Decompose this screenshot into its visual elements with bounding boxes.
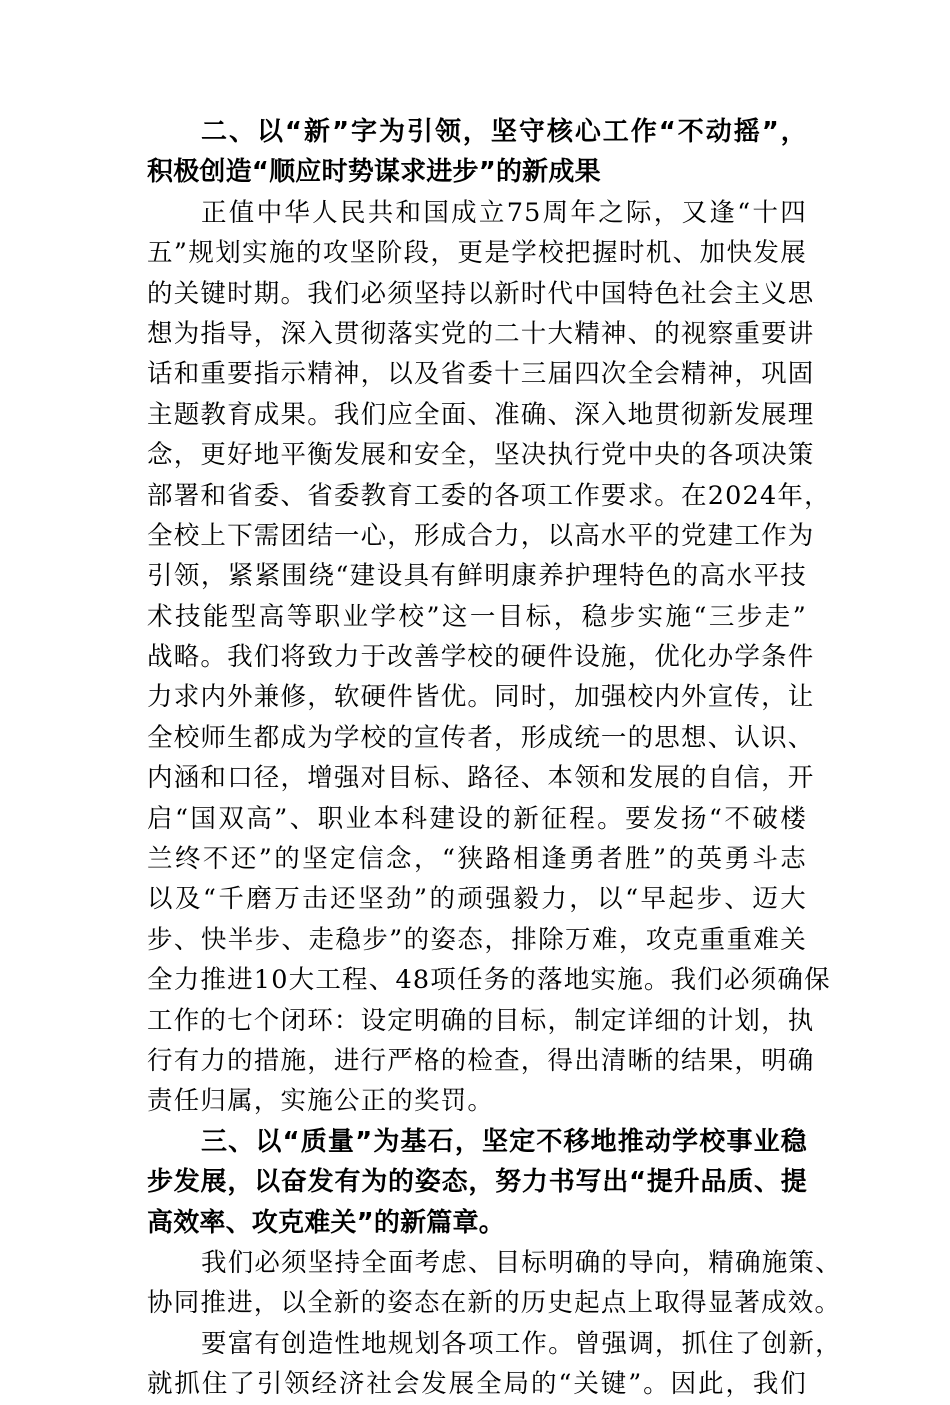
paragraph-line: 全校上下需团结一心，形成合力，以高水平的党建工作为 bbox=[147, 520, 815, 551]
paragraph-line: 步、快半步、走稳步”的姿态，排除万难，攻克重重难关 bbox=[147, 924, 807, 955]
paragraph-line: 引领，紧紧围绕“建设具有鲜明康养护理特色的高水平技 bbox=[147, 561, 807, 592]
paragraph-line: 以及“千磨万击还坚劲”的顽强毅力，以“早起步、迈大 bbox=[147, 884, 807, 915]
heading-line: 积极创造“顺应时势谋求进步”的新成果 bbox=[147, 157, 601, 188]
paragraph-line: 全力推进10大工程、48项任务的落地实施。我们必须确保 bbox=[147, 965, 831, 996]
paragraph-line: 正值中华人民共和国成立75周年之际，又逢“十四 bbox=[201, 197, 807, 228]
paragraph-line: 兰终不还”的坚定信念，“狭路相逢勇者胜”的英勇斗志 bbox=[147, 844, 807, 875]
section-3-heading bbox=[147, 1122, 807, 1243]
heading-line: 高效率、攻克难关”的新篇章。 bbox=[147, 1207, 505, 1238]
paragraph-line: 战略。我们将致力于改善学校的硬件设施，优化办学条件 bbox=[147, 642, 815, 673]
heading-line: 步发展，以奋发有为的姿态，努力书写出“提升品质、提 bbox=[147, 1167, 807, 1198]
paragraph-line: 责任归属，实施公正的奖罚。 bbox=[147, 1086, 495, 1117]
paragraph-line: 话和重要指示精神，以及省委十三届四次全会精神，巩固 bbox=[147, 359, 815, 390]
section-3-paragraph-2 bbox=[147, 1324, 842, 1405]
paragraph-line: 就抓住了引领经济社会发展全局的“关键”。因此，我们 bbox=[147, 1369, 807, 1400]
section-3-paragraph-1 bbox=[147, 1243, 842, 1324]
heading-line: 三、以“质量”为基石，坚定不移地推动学校事业稳 bbox=[201, 1126, 807, 1157]
paragraph-line: 五”规划实施的攻坚阶段，更是学校把握时机、加快发展 bbox=[147, 238, 807, 269]
paragraph-line: 的关键时期。我们必须坚持以新时代中国特色社会主义思 bbox=[147, 278, 815, 309]
section-2-paragraph bbox=[147, 193, 831, 1122]
paragraph-line: 力求内外兼修，软硬件皆优。同时，加强校内外宣传，让 bbox=[147, 682, 815, 713]
paragraph-line: 启“国双高”、职业本科建设的新征程。要发扬“不破楼 bbox=[147, 803, 807, 834]
paragraph-line: 我们必须坚持全面考虑、目标明确的导向，精确施策、 bbox=[201, 1247, 842, 1278]
paragraph-line: 主题教育成果。我们应全面、准确、深入地贯彻新发展理 bbox=[147, 399, 815, 430]
paragraph-line: 想为指导，深入贯彻落实党的二十大精神、的视察重要讲 bbox=[147, 318, 815, 349]
document-body bbox=[147, 112, 842, 1405]
paragraph-line: 内涵和口径，增强对目标、路径、本领和发展的自信，开 bbox=[147, 763, 815, 794]
paragraph-line: 术技能型高等职业学校”这一目标，稳步实施“三步走” bbox=[147, 601, 807, 632]
paragraph-line: 行有力的措施，进行严格的检查，得出清晰的结果，明确 bbox=[147, 1045, 815, 1076]
paragraph-line: 工作的七个闭环：设定明确的目标，制定详细的计划，执 bbox=[147, 1005, 815, 1036]
heading-line: 二、以“新”字为引领，坚守核心工作“不动摇”， bbox=[201, 117, 807, 147]
paragraph-line: 部署和省委、省委教育工委的各项工作要求。在2024年， bbox=[147, 480, 831, 511]
paragraph-line: 协同推进，以全新的姿态在新的历史起点上取得显著成效。 bbox=[147, 1288, 842, 1319]
paragraph-line: 全校师生都成为学校的宣传者，形成统一的思想、认识、 bbox=[147, 722, 815, 753]
section-2-heading bbox=[147, 112, 807, 193]
paragraph-line: 要富有创造性地规划各项工作。曾强调，抓住了创新， bbox=[201, 1328, 842, 1359]
paragraph-line: 念，更好地平衡发展和安全，坚决执行党中央的各项决策 bbox=[147, 440, 815, 471]
